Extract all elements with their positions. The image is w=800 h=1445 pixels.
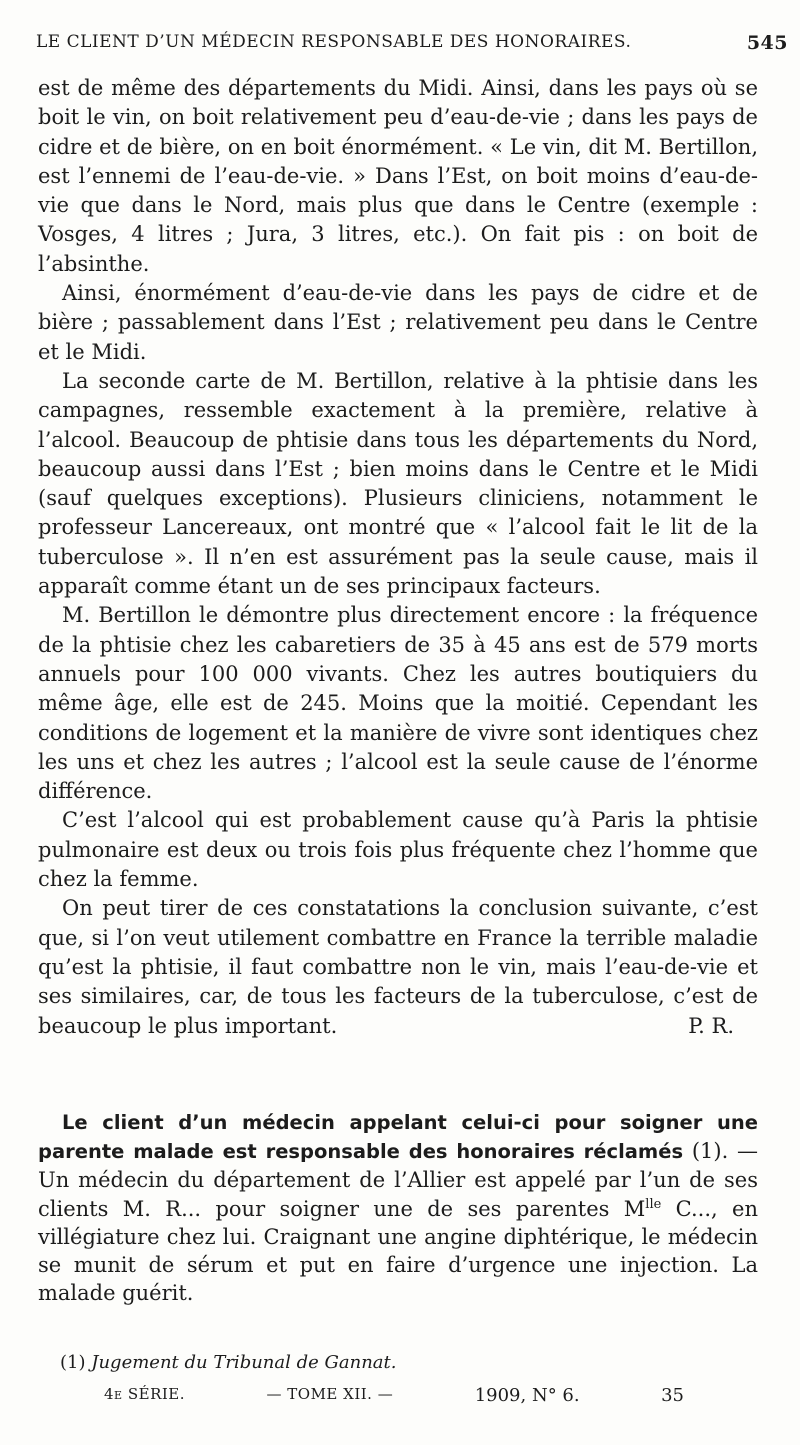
paragraph: Ainsi, énormément d’eau-de-vie dans les pays de cidre et de bière ; passablement dans l’Est ; relativement peu dans le Centre et le Midi.: [38, 281, 758, 364]
footnote-text: Jugement du Tribunal de Gannat.: [91, 1352, 397, 1373]
paragraph: est de même des départements du Midi. Ainsi, dans les pays où se boit le vin, on boit relativement peu d’eau-de-vie ; dans les pays de cidre et de bière, on en boit énormément. « Le vin, dit M. Bertillon, est l’ennemi de l’eau-de-vie. » Dans l’Est, on boit moins d’eau-de-vie que dans le Nord, mais plus que dans le Centre (exemple : Vosges, 4 litres ; Jura, 3 litres, etc.). On fait pis : on boit de l’absinthe.: [38, 76, 758, 276]
tome-label: — TOME XII. —: [266, 1385, 394, 1403]
running-head: [36, 32, 788, 54]
footnote: [60, 1352, 397, 1373]
running-title: LE CLIENT D’UN MÉDECIN RESPONSABLE DES HONORAIRES.: [36, 32, 632, 52]
section-text-part1: — Un médecin du département de l’Allier est appelé par l’un de ses clients M. R... pour soigner une de ses parentes M: [38, 1139, 758, 1221]
page-number: 545: [746, 32, 788, 54]
paragraph: C’est l’alcool qui est probablement cause qu’à Paris la phtisie pulmonaire est deux ou trois fois plus fréquente chez l’homme que chez la femme.: [38, 808, 758, 892]
section-text-part2: C..., en villégiature chez lui. Craignant une angine diphtérique, le médecin se munit de sérum et put en faire d’urgence une injection. La malade guérit.: [38, 1196, 758, 1306]
footnote-marker: (1): [60, 1352, 86, 1373]
paragraph-text: On peut tirer de ces constatations la conclusion suivante, c’est que, si l’on veut utilement combattre en France la terrible maladie qu’est la phtisie, il faut combattre non le vin, mais l’eau-de-vie et ses similaires, car, de tous les facteurs de la tuberculose, c’est de beaucoup le plus important.: [38, 896, 758, 1038]
superscript-lle: lle: [645, 1196, 662, 1212]
issue-label: 1909, N° 6.: [474, 1385, 580, 1406]
printer-signature-mark: [104, 1385, 684, 1406]
article-body: [38, 74, 758, 1041]
new-section: [38, 1108, 758, 1307]
sheet-number: 35: [661, 1385, 684, 1406]
paragraph: M. Bertillon le démontre plus directement encore : la fréquence de la phtisie chez les cabaretiers de 35 à 45 ans est de 579 morts annuels pour 100 000 vivants. Chez les autres boutiquiers du même âge, elle est de 245. Moins que la moitié. Cependant les conditions de logement et la manière de vivre sont identiques chez les uns et chez les autres ; l’alcool est la seule cause de l’énorme différence.: [38, 603, 758, 804]
paragraph-last: [38, 894, 758, 1040]
footnote-reference: (1).: [691, 1139, 729, 1164]
paragraph: La seconde carte de M. Bertillon, relative à la phtisie dans les campagnes, ressemble exactement à la première, relative à l’alcool. Beaucoup de phtisie dans tous les départements du Nord, beaucoup aussi dans l’Est ; bien moins dans le Centre et le Midi (sauf quelques exceptions). Plusieurs cliniciens, notamment le professeur Lancereaux, ont montré que « l’alcool fait le lit de la tuberculose ». Il n’en est assurément pas la seule cause, mais il apparaît comme étant un de ses principaux facteurs.: [38, 368, 758, 599]
series-label: 4e SÉRIE.: [104, 1385, 186, 1403]
author-initials: P. R.: [688, 1013, 734, 1038]
section-paragraph: [38, 1108, 758, 1307]
section-heading: Le client d’un médecin appelant celui-ci pour soigner une parente malade est responsable des honoraires réclamés: [38, 1111, 758, 1164]
